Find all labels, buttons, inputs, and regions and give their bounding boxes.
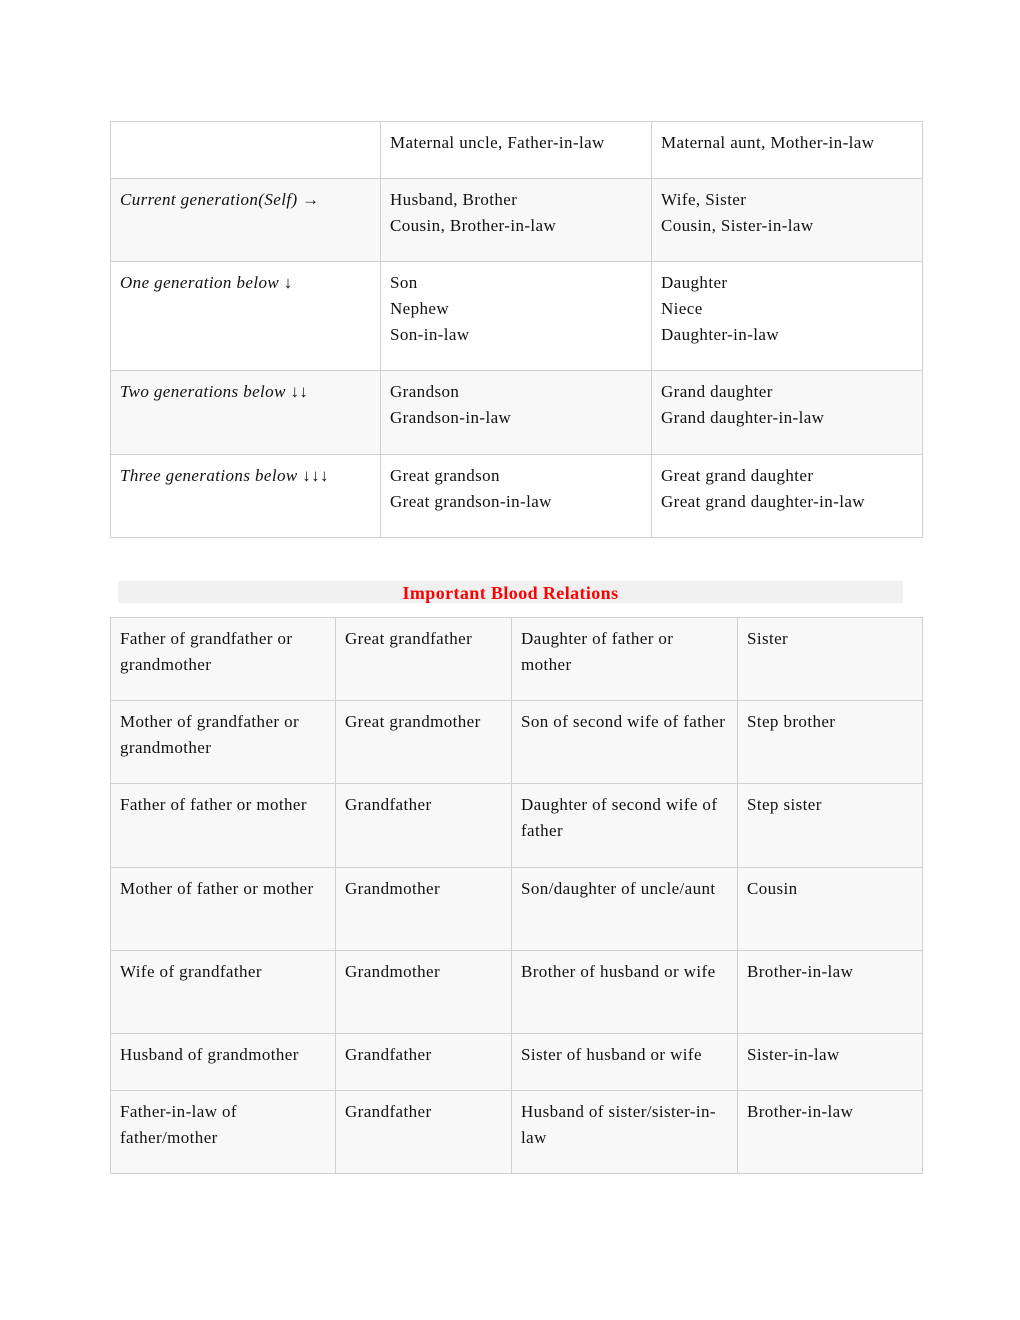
relation-description: Wife of grandfather — [111, 951, 336, 1034]
blood-relations-table — [110, 617, 923, 1174]
table-row — [111, 455, 923, 538]
cell-line: Daughter-in-law — [661, 325, 780, 344]
female-relations — [652, 179, 923, 262]
cell-line: Grandson-in-law — [390, 408, 512, 427]
male-relations — [381, 262, 652, 371]
relation-name: Grandmother — [336, 951, 512, 1034]
relation-name: Sister — [738, 618, 923, 701]
relation-description: Daughter of father or mother — [512, 618, 738, 701]
table-row — [111, 1034, 923, 1091]
relation-description: Father-in-law of father/mother — [111, 1091, 336, 1174]
header-cell: Maternal uncle, Father-in-law — [381, 122, 652, 179]
header-cell: Maternal aunt, Mother-in-law — [652, 122, 923, 179]
cell-line: Cousin, Brother-in-law — [390, 216, 557, 235]
relation-name: Step brother — [738, 701, 923, 784]
table-row — [111, 371, 923, 455]
table-row — [111, 179, 923, 262]
generation-label: Two generations below ↓↓ — [111, 371, 381, 455]
female-relations — [652, 455, 923, 538]
relation-name: Grandfather — [336, 784, 512, 868]
relation-name: Grandfather — [336, 1091, 512, 1174]
cell-line: Son — [390, 273, 418, 292]
cell-line: Wife, Sister — [661, 190, 747, 209]
relation-name: Cousin — [738, 868, 923, 951]
female-relations — [652, 262, 923, 371]
table-header-row — [111, 122, 923, 179]
female-relations — [652, 371, 923, 455]
relation-description: Son/daughter of uncle/aunt — [512, 868, 738, 951]
relation-description: Father of grandfather or grandmother — [111, 618, 336, 701]
generations-table — [110, 121, 923, 538]
header-cell — [111, 122, 381, 179]
male-relations — [381, 179, 652, 262]
relation-name: Brother-in-law — [738, 951, 923, 1034]
relation-name: Great grandmother — [336, 701, 512, 784]
cell-line: Great grand daughter — [661, 466, 814, 485]
cell-line: Grand daughter-in-law — [661, 408, 825, 427]
relation-name: Grandfather — [336, 1034, 512, 1091]
cell-line: Daughter — [661, 273, 728, 292]
relation-description: Sister of husband or wife — [512, 1034, 738, 1091]
relation-name: Step sister — [738, 784, 923, 868]
relation-description: Brother of husband or wife — [512, 951, 738, 1034]
cell-line: Great grand daughter-in-law — [661, 492, 865, 511]
relation-name: Grandmother — [336, 868, 512, 951]
cell-line: Grand daughter — [661, 382, 773, 401]
cell-line: Great grandson-in-law — [390, 492, 552, 511]
cell-line: Nephew — [390, 299, 450, 318]
cell-line: Grandson — [390, 382, 460, 401]
generation-label: Three generations below ↓↓↓ — [111, 455, 381, 538]
male-relations — [381, 371, 652, 455]
table-row — [111, 618, 923, 701]
generation-label: One generation below ↓ — [111, 262, 381, 371]
relation-description: Husband of grandmother — [111, 1034, 336, 1091]
generation-label: Current generation(Self) → — [111, 179, 381, 262]
cell-line: Husband, Brother — [390, 190, 518, 209]
table-row — [111, 262, 923, 371]
relation-name: Great grandfather — [336, 618, 512, 701]
relation-name: Brother-in-law — [738, 1091, 923, 1174]
table-row — [111, 951, 923, 1034]
cell-line: Great grandson — [390, 466, 500, 485]
table-row — [111, 784, 923, 868]
table-row — [111, 868, 923, 951]
relation-description: Father of father or mother — [111, 784, 336, 868]
male-relations — [381, 455, 652, 538]
section-title: Important Blood Relations — [118, 581, 903, 603]
relation-description: Husband of sister/sister-in-law — [512, 1091, 738, 1174]
cell-line: Cousin, Sister-in-law — [661, 216, 814, 235]
relation-name: Sister-in-law — [738, 1034, 923, 1091]
relation-description: Mother of grandfather or grandmother — [111, 701, 336, 784]
cell-line: Niece — [661, 299, 703, 318]
relation-description: Son of second wife of father — [512, 701, 738, 784]
table-row — [111, 1091, 923, 1174]
relation-description: Daughter of second wife of father — [512, 784, 738, 868]
cell-line: Son-in-law — [390, 325, 470, 344]
relation-description: Mother of father or mother — [111, 868, 336, 951]
table-row — [111, 701, 923, 784]
